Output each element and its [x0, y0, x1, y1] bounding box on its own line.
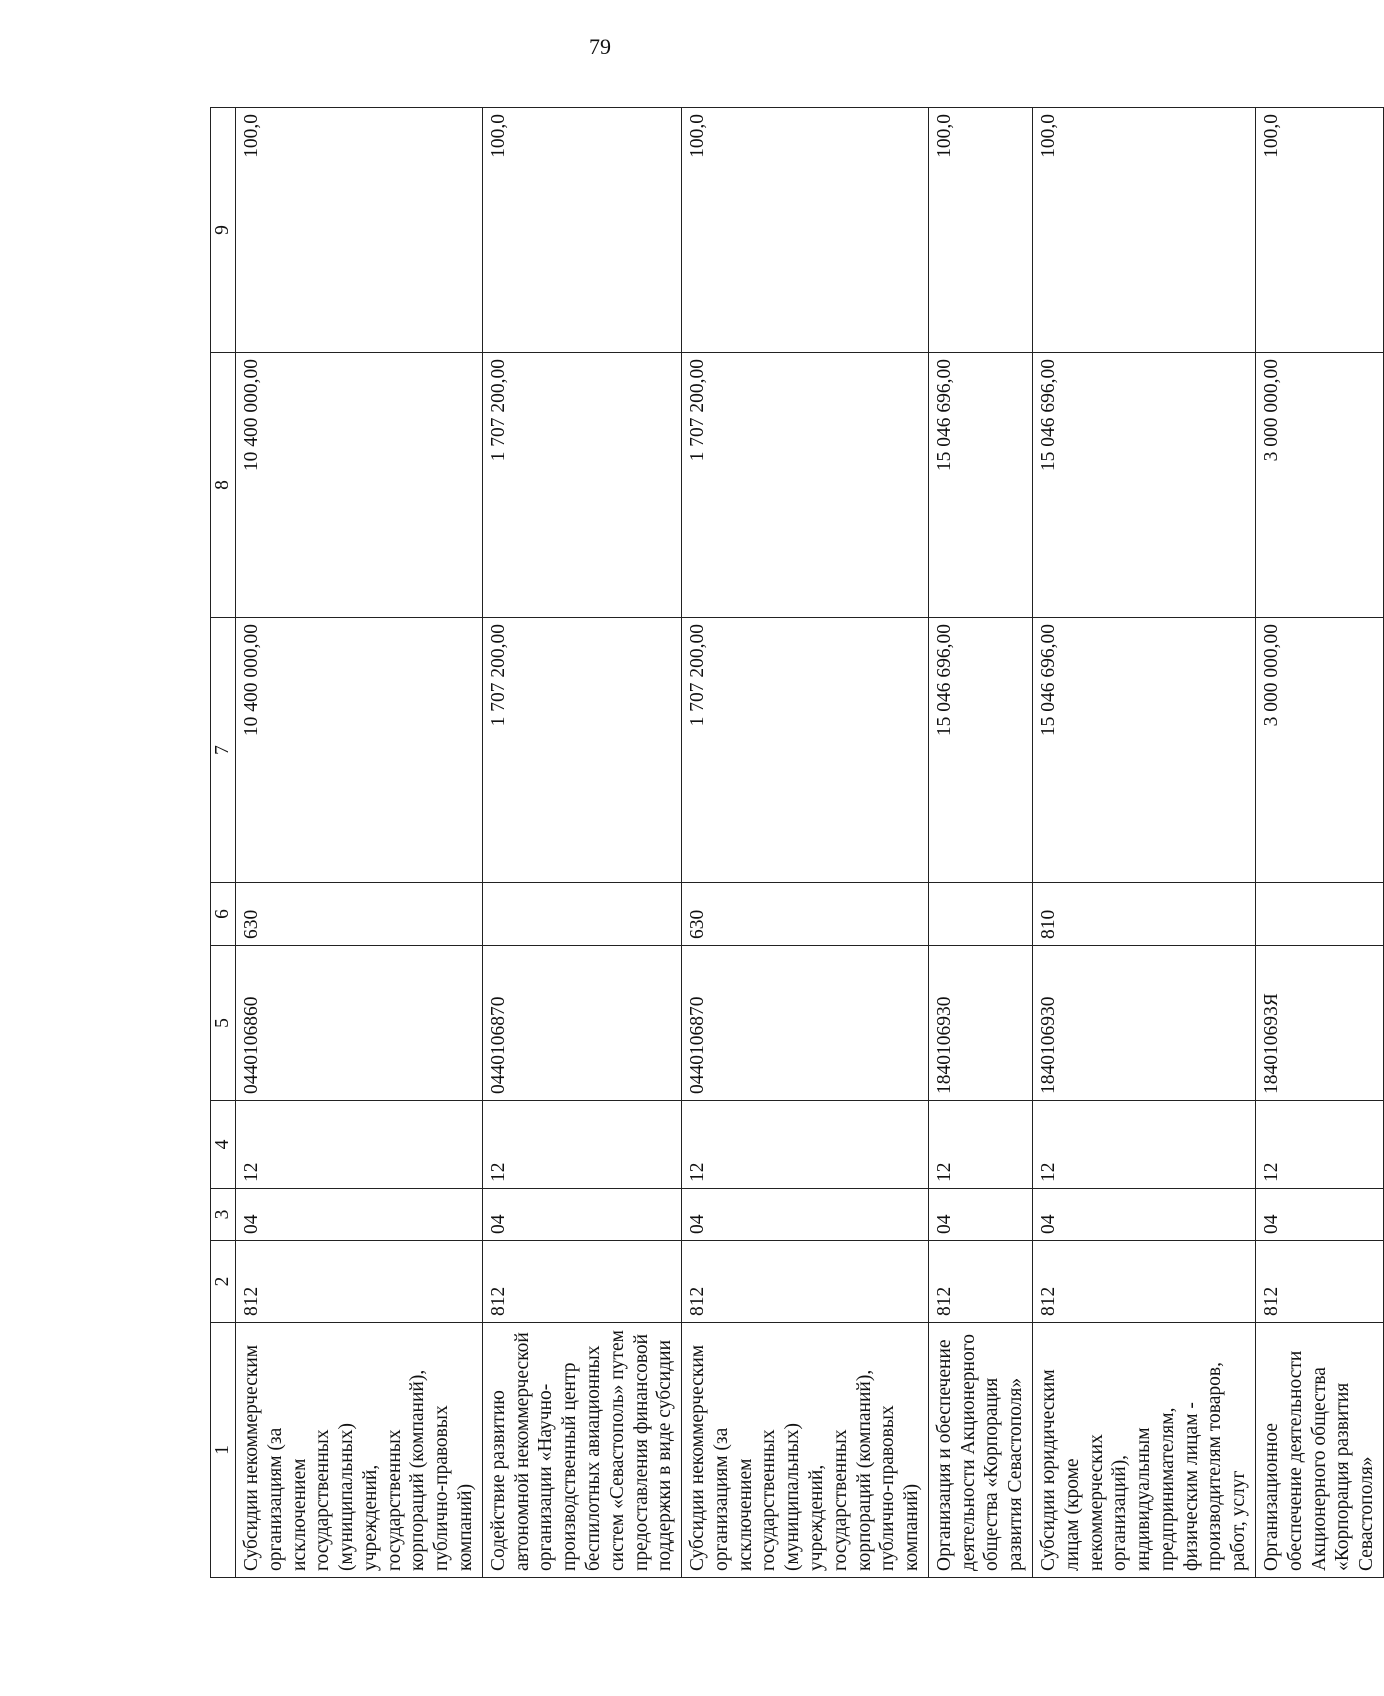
cell-c2: 812	[236, 1241, 483, 1323]
cell-c3: 04	[236, 1189, 483, 1241]
cell-c2: 812	[1033, 1241, 1256, 1323]
col-header-2: 2	[211, 1241, 236, 1323]
cell-c5: 0440106870	[482, 946, 681, 1101]
row-name: Субсидии некоммерческим организациям (за исключением государственных (муниципальных) учреждений, государственных корпораций (компаний), публично-правовых компаний)	[236, 1323, 483, 1578]
table-row	[1256, 108, 1384, 1578]
cell-c8: 3 000 000,00	[1256, 353, 1384, 618]
cell-c9: 100,0	[928, 108, 1032, 353]
cell-c5: 184010693Я	[1256, 946, 1384, 1101]
table-row	[482, 108, 681, 1578]
col-header-7: 7	[211, 618, 236, 883]
cell-c4: 12	[482, 1101, 681, 1189]
table-row	[928, 108, 1032, 1578]
cell-c6: 810	[1033, 883, 1256, 946]
cell-c9: 100,0	[1033, 108, 1256, 353]
cell-c9: 100,0	[482, 108, 681, 353]
cell-c5: 1840106930	[928, 946, 1032, 1101]
rotated-table-container	[210, 108, 1378, 1578]
budget-table	[210, 107, 1384, 1578]
cell-c7: 3 000 000,00	[1256, 618, 1384, 883]
cell-c8: 1 707 200,00	[482, 353, 681, 618]
cell-c3: 04	[1033, 1189, 1256, 1241]
cell-c9: 100,0	[682, 108, 929, 353]
cell-c6	[928, 883, 1032, 946]
cell-c7: 1 707 200,00	[682, 618, 929, 883]
col-header-8: 8	[211, 353, 236, 618]
cell-c3: 04	[482, 1189, 681, 1241]
cell-c6: 630	[236, 883, 483, 946]
cell-c7: 15 046 696,00	[1033, 618, 1256, 883]
cell-c2: 812	[682, 1241, 929, 1323]
cell-c5: 1840106930	[1033, 946, 1256, 1101]
rotated-table-inner	[210, 108, 1378, 1578]
row-name: Организация и обеспечение деятельности Акционерного общества «Корпорация развития Севастополя»	[928, 1323, 1032, 1578]
cell-c4: 12	[928, 1101, 1032, 1189]
col-header-3: 3	[211, 1189, 236, 1241]
cell-c2: 812	[928, 1241, 1032, 1323]
col-header-5: 5	[211, 946, 236, 1101]
cell-c5: 0440106860	[236, 946, 483, 1101]
col-header-4: 4	[211, 1101, 236, 1189]
col-header-1: 1	[211, 1323, 236, 1578]
cell-c7: 15 046 696,00	[928, 618, 1032, 883]
cell-c8: 15 046 696,00	[1033, 353, 1256, 618]
header-row	[211, 108, 236, 1578]
table-row	[236, 108, 483, 1578]
cell-c9: 100,0	[1256, 108, 1384, 353]
cell-c3: 04	[682, 1189, 929, 1241]
cell-c4: 12	[682, 1101, 929, 1189]
cell-c4: 12	[1256, 1101, 1384, 1189]
col-header-6: 6	[211, 883, 236, 946]
cell-c9: 100,0	[236, 108, 483, 353]
cell-c8: 15 046 696,00	[928, 353, 1032, 618]
row-name: Субсидии юридическим лицам (кроме некоммерческих организаций), индивидуальным предпринимателям, физическим лицам - производителям товаров, работ, услуг	[1033, 1323, 1256, 1578]
page-number: 79	[589, 34, 611, 59]
cell-c6	[1256, 883, 1384, 946]
cell-c3: 04	[1256, 1189, 1384, 1241]
row-name: Субсидии некоммерческим организациям (за исключением государственных (муниципальных) учреждений, государственных корпораций (компаний), публично-правовых компаний)	[682, 1323, 929, 1578]
table-row	[1033, 108, 1256, 1578]
cell-c4: 12	[236, 1101, 483, 1189]
cell-c2: 812	[482, 1241, 681, 1323]
cell-c8: 1 707 200,00	[682, 353, 929, 618]
cell-c5: 0440106870	[682, 946, 929, 1101]
cell-c6	[482, 883, 681, 946]
cell-c8: 10 400 000,00	[236, 353, 483, 618]
row-name: Организационное обеспечение деятельности Акционерного общества «Корпорация развития Севастополя»	[1256, 1323, 1384, 1578]
row-name: Содействие развитию автономной некоммерческой организации «Научно-производственный центр беспилотных авиационных систем «Севастополь» путем предоставления финансовой поддержки в виде субсидии	[482, 1323, 681, 1578]
cell-c2: 812	[1256, 1241, 1384, 1323]
cell-c6: 630	[682, 883, 929, 946]
cell-c7: 1 707 200,00	[482, 618, 681, 883]
table-row	[682, 108, 929, 1578]
cell-c7: 10 400 000,00	[236, 618, 483, 883]
col-header-9: 9	[211, 108, 236, 353]
cell-c3: 04	[928, 1189, 1032, 1241]
cell-c4: 12	[1033, 1101, 1256, 1189]
